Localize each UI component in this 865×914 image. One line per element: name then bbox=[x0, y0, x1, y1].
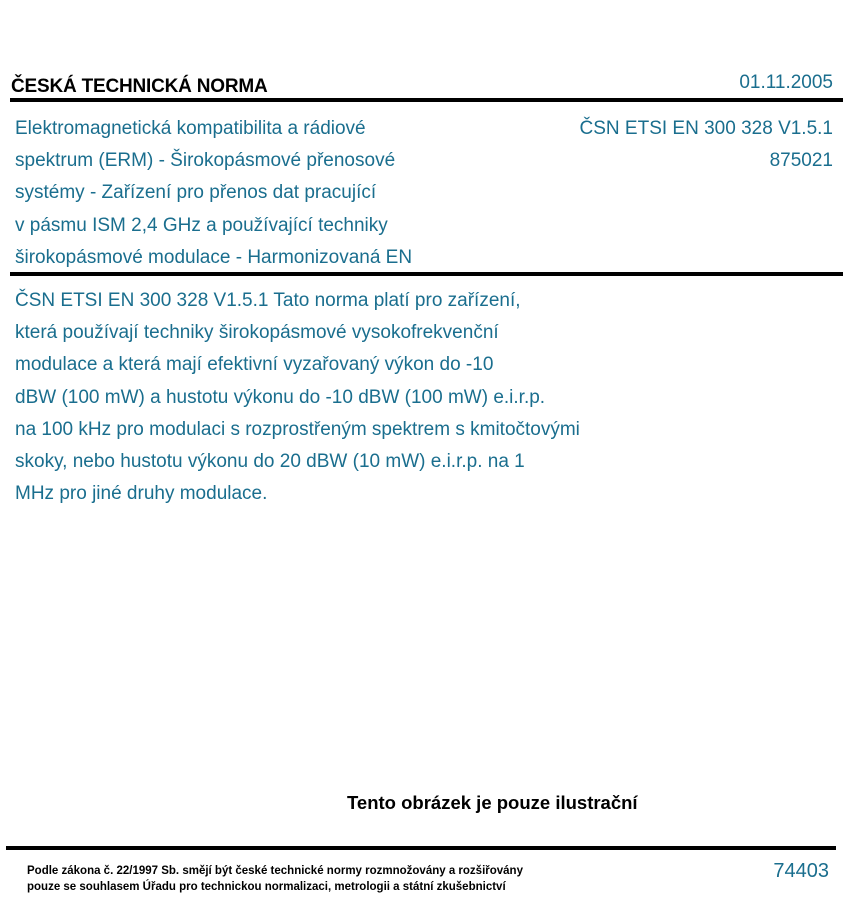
title-line: širokopásmové modulace - Harmonizovaná EN bbox=[15, 246, 413, 268]
illustration-notice: Tento obrázek je pouze ilustrační bbox=[347, 792, 638, 813]
abstract-line: MHz pro jiné druhy modulace. bbox=[15, 483, 268, 505]
standard-code: ČSN ETSI EN 300 328 V1.5.1 bbox=[579, 118, 833, 139]
abstract-line: skoky, nebo hustotu výkonu do 20 dBW (10 mW) e.i.r.p. na 1 bbox=[15, 451, 525, 473]
abstract-line: modulace a která mají efektivní vyzařovaný výkon do -10 bbox=[15, 354, 494, 376]
header-divider bbox=[10, 98, 843, 102]
catalog-number: 74403 bbox=[773, 860, 829, 882]
abstract-line: na 100 kHz pro modulaci s rozprostřeným spektrem s kmitočtovými bbox=[15, 418, 580, 440]
copyright-line: Podle zákona č. 22/1997 Sb. smějí být české technické normy rozmnožovány a rozšiřovány bbox=[27, 865, 523, 877]
document-type-heading: ČESKÁ TECHNICKÁ NORMA bbox=[11, 76, 268, 97]
abstract-line: dBW (100 mW) a hustotu výkonu do -10 dBW (100 mW) e.i.r.p. bbox=[15, 386, 546, 408]
copyright-line: pouze se souhlasem Úřadu pro technickou normalizaci, metrologii a státní zkušebnictví bbox=[27, 881, 506, 893]
title-line: v pásmu ISM 2,4 GHz a používající techniky bbox=[15, 214, 388, 236]
copyright-notice bbox=[27, 863, 523, 895]
title-line: Elektromagnetická kompatibilita a rádiové bbox=[15, 118, 366, 139]
standard-identifiers bbox=[580, 113, 833, 177]
title-divider bbox=[10, 272, 843, 276]
publication-date: 01.11.2005 bbox=[739, 72, 833, 93]
standard-abstract bbox=[15, 285, 715, 510]
classification-number: 875021 bbox=[769, 150, 833, 172]
footer-divider bbox=[6, 846, 836, 850]
title-line: spektrum (ERM) - Širokopásmové přenosové bbox=[15, 150, 396, 172]
abstract-line: která používají techniky širokopásmové vysokofrekvenční bbox=[15, 322, 499, 344]
abstract-line: ČSN ETSI EN 300 328 V1.5.1 Tato norma platí pro zařízení, bbox=[15, 290, 521, 311]
title-line: systémy - Zařízení pro přenos dat pracující bbox=[15, 182, 377, 204]
standard-title bbox=[15, 113, 535, 274]
